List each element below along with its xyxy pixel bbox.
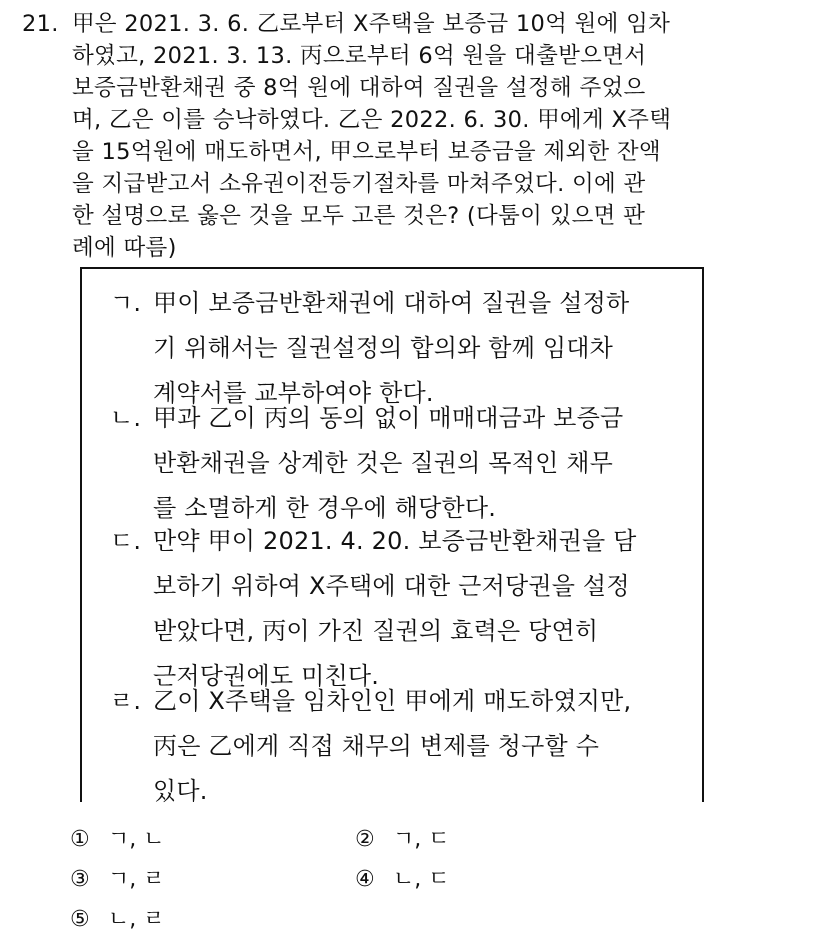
statement-d [110, 679, 700, 814]
question-text-line: 하였고, 2021. 3. 13. 丙으로부터 6억 원을 대출받으면서 [72, 43, 647, 69]
question-number: 21. [22, 11, 59, 37]
question-text-line: 을 지급받고서 소유권이전등기절차를 마쳐주었다. 이에 관 [72, 171, 646, 197]
question-text-line: 을 15억원에 매도하면서, 甲으로부터 보증금을 제외한 잔액 [72, 139, 661, 165]
question-text-line: 례에 따름) [72, 235, 177, 261]
statement-text-line: 만약 甲이 2021. 4. 20. 보증금반환채권을 담 [153, 527, 637, 555]
choice-mark: ① [70, 827, 90, 852]
statements-box [80, 267, 704, 805]
statement-label: ㄹ. [110, 687, 142, 715]
statement-text-line: 반환채권을 상계한 것은 질권의 목적인 채무 [153, 449, 614, 477]
choice-text: ㄴ, ㄹ [108, 907, 165, 932]
statement-label: ㄷ. [110, 527, 142, 555]
question-stem [22, 8, 812, 264]
choice-text: ㄱ, ㄷ [393, 827, 450, 852]
question-text-line: 며, 乙은 이를 승낙하였다. 乙은 2022. 6. 30. 甲에게 X주택 [72, 107, 672, 133]
statement-label: ㄴ. [110, 404, 142, 432]
statement-text-line: 보하기 위하여 X주택에 대한 근저당권을 설정 [153, 572, 630, 600]
choice-mark: ③ [70, 867, 90, 892]
choice-mark: ② [355, 827, 375, 852]
choice-mark: ④ [355, 867, 375, 892]
statement-text-line: 받았다면, 丙이 가진 질권의 효력은 당연히 [153, 617, 599, 645]
statement-text-line: 丙은 乙에게 직접 채무의 변제를 청구할 수 [153, 732, 600, 760]
choice-5[interactable] [70, 900, 165, 940]
statement-c [110, 519, 700, 699]
question-text-line: 한 설명으로 옳은 것을 모두 고른 것은? (다툼이 있으면 판 [72, 203, 646, 229]
question-line [22, 8, 812, 40]
statement-label: ㄱ. [110, 289, 142, 317]
statement-text-line: 甲과 乙이 丙의 동의 없이 매매대금과 보증금 [153, 404, 624, 432]
question-text-line: 甲은 2021. 3. 6. 乙로부터 X주택을 보증금 10억 원에 임차 [72, 11, 671, 37]
statement-text-line: 근저당권에도 미친다. [153, 662, 380, 690]
choice-mark: ⑤ [70, 907, 90, 932]
statement-text-line: 甲이 보증금반환채권에 대하여 질권을 설정하 [153, 289, 630, 317]
choice-1[interactable] [70, 820, 165, 860]
choice-text: ㄱ, ㄴ [108, 827, 165, 852]
statement-text-line: 기 위해서는 질권설정의 합의와 함께 임대차 [153, 334, 614, 362]
choice-4[interactable] [355, 860, 450, 900]
statement-text-line: 계약서를 교부하여야 한다. [153, 379, 434, 407]
choice-3[interactable] [70, 860, 165, 900]
choice-text: ㄱ, ㄹ [108, 867, 165, 892]
choice-2[interactable] [355, 820, 450, 860]
statement-text-line: 乙이 X주택을 임차인인 甲에게 매도하였지만, [153, 687, 632, 715]
statement-text-line: 있다. [153, 777, 208, 805]
question-text-line: 보증금반환채권 중 8억 원에 대하여 질권을 설정해 주었으 [72, 75, 646, 101]
statement-text-line: 를 소멸하게 한 경우에 해당한다. [153, 494, 497, 522]
statement-b [110, 396, 700, 531]
choice-text: ㄴ, ㄷ [393, 867, 450, 892]
